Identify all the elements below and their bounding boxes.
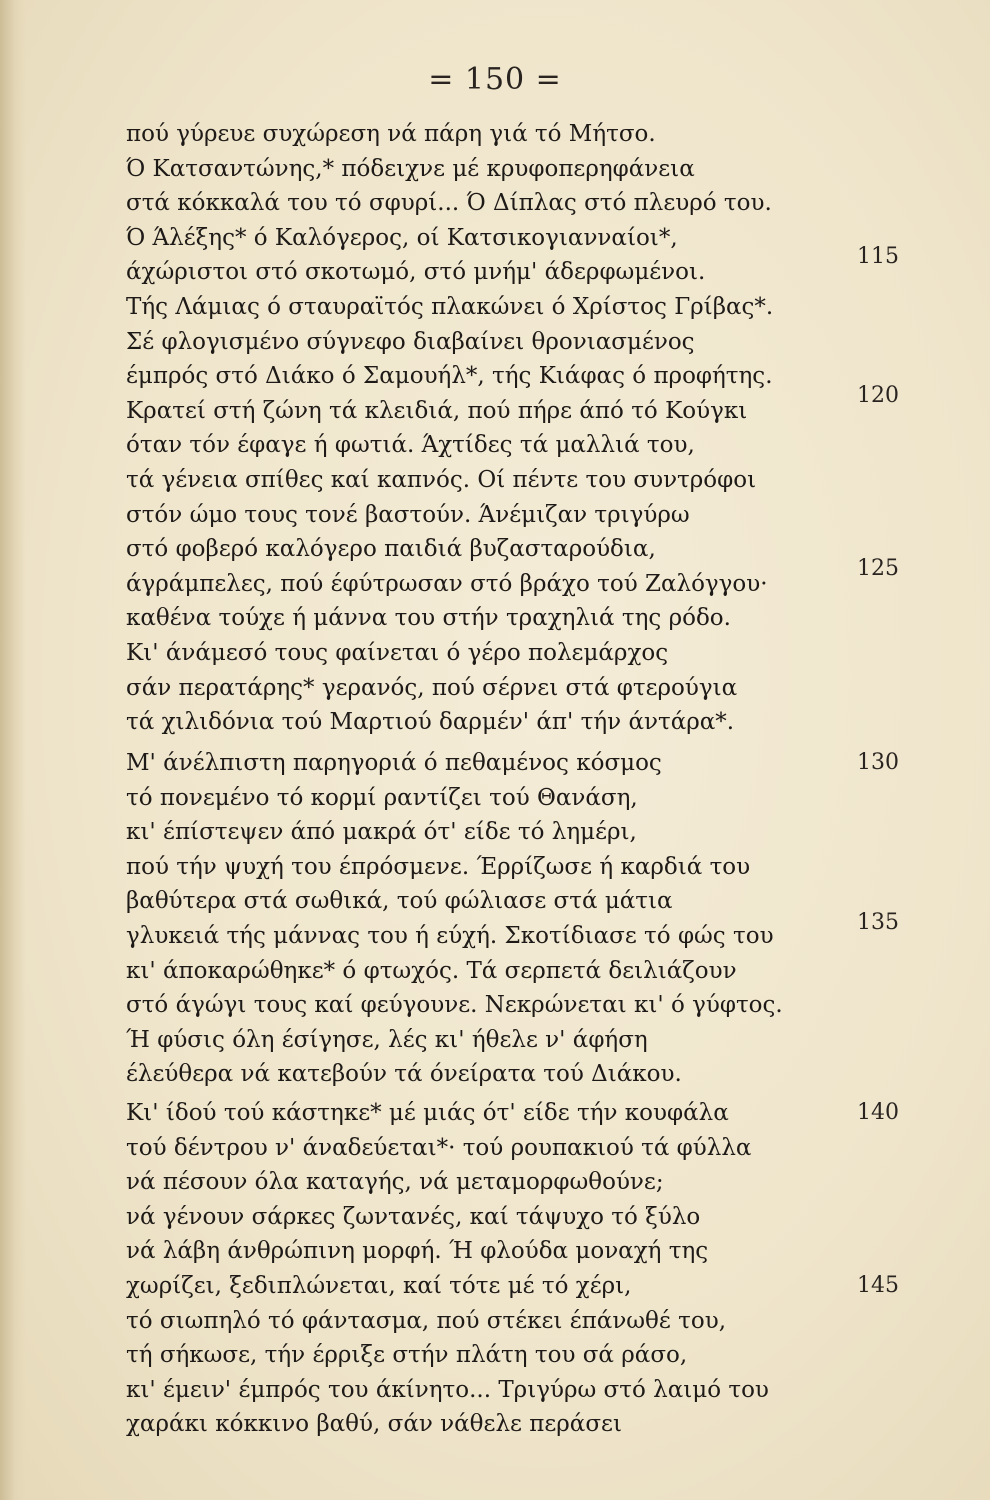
poem-line: Κι' άνάμεσό τους φαίνεται ό γέρο πολεμάρχος (126, 639, 669, 666)
poem-line: τά γένεια σπίθες καί καπνός. Οί πέντε του συντρόφοι (126, 466, 757, 493)
poem-line: κι' άποκαρώθηκε* ό φτωχός. Τά σερπετά δειλιάζουν (126, 957, 737, 984)
line-number: 115 (857, 244, 899, 269)
poem-line: στό φοβερό καλόγερο παιδιά βυζασταρούδια, (126, 536, 656, 563)
poem-line: Ή φύσις όλη έσίγησε, λές κι' ήθελε ν' άφήση (126, 1026, 648, 1053)
poem-line: τά χιλιδόνια τού Μαρτιού δαρμέν' άπ' τήν άντάρα*. (126, 709, 735, 736)
poem-line: όταν τόν έφαγε ή φωτιά. Άχτίδες τά μαλλιά του, (126, 432, 695, 459)
poem-line: πού γύρευε συχώρεση νά πάρη γιά τό Μήτσο. (126, 121, 656, 147)
poem-line: βαθύτερα στά σωθικά, τού φώλιασε στά μάτια (126, 888, 673, 915)
line-number: 135 (857, 910, 899, 935)
line-number: 120 (857, 383, 899, 408)
poem-line: έλεύθερα νά κατεβούν τά όνείρατα τού Διάκου. (126, 1061, 682, 1088)
poem-line: γλυκειά τής μάννας του ή εύχή. Σκοτίδιασε τό φώς του (126, 922, 774, 949)
poem-line: Σέ φλογισμένο σύγνεφο διαβαίνει θρονιασμένος (126, 328, 695, 355)
page-number: = 150 = (428, 62, 562, 97)
poem-line: Ό Κατσαντώνης,* πόδειχνε μέ κρυφοπερηφάνεια (126, 155, 695, 182)
poem-line: νά γένουν σάρκες ζωντανές, καί τάψυχο τό ξύλο (126, 1203, 701, 1230)
poem-line: Τής Λάμιας ό σταυραϊτός πλακώνει ό Χρίστος Γρίβας*. (126, 293, 774, 320)
poem-line: στόν ώμο τους τονέ βαστούν. Άνέμιζαν τριγύρω (126, 501, 690, 528)
poem-line: σάν περατάρης* γερανός, πού σέρνει στά φτερούγια (126, 674, 738, 701)
poem-line: έμπρός στό Διάκο ό Σαμουήλ*, τής Κιάφας ό προφήτης. (126, 363, 773, 390)
poem-line: νά λάβη άνθρώπινη μορφή. Ή φλούδα μοναχή της (126, 1238, 709, 1265)
stanza-1 (126, 117, 846, 740)
poem-line: χωρίζει, ξεδιπλώνεται, καί τότε μέ τό χέρι, (126, 1272, 632, 1299)
poem-line: στά κόκκαλά του τό σφυρί... Ό Δίπλας στό πλευρό του. (126, 190, 772, 217)
poem-line: άγράμπελες, πού έφύτρωσαν στό βράχο τού Ζαλόγγου· (126, 570, 768, 597)
poem-line: τό σιωπηλό τό φάντασμα, πού στέκει έπάνωθέ του, (126, 1307, 726, 1334)
poem-line: πού τήν ψυχή του έπρόσμενε. Έρρίζωσε ή καρδιά του (126, 853, 751, 880)
line-number: 130 (857, 750, 899, 775)
poem-line: Μ' άνέλπιστη παρηγοριά ό πεθαμένος κόσμος (126, 750, 662, 776)
stanza-3 (126, 1096, 846, 1442)
stanza-2 (126, 746, 846, 1092)
poem-line: κι' έπίστεψεν άπό μακρά ότ' είδε τό λημέρι, (126, 819, 637, 846)
line-number: 140 (857, 1100, 899, 1125)
poem-line: Κρατεί στή ζώνη τά κλειδιά, πού πήρε άπό τό Κούγκι (126, 397, 748, 424)
poem-line: στό άγώγι τους καί φεύγουνε. Νεκρώνεται κι' ό γύφτος. (126, 992, 783, 1019)
page-spine-shadow (0, 0, 26, 1500)
poem-line: Κι' ίδού τού κάστηκε* μέ μιάς ότ' είδε τήν κουφάλα (126, 1100, 729, 1126)
poem-line: άχώριστοι στό σκοτωμό, στό μνήμ' άδερφωμένοι. (126, 259, 706, 286)
poem-line: Ό Άλέξης* ό Καλόγερος, οί Κατσικογιανναίοι*, (126, 224, 678, 251)
poem-line: τού δέντρου ν' άναδεύεται*· τού ρουπακιού τά φύλλα (126, 1134, 752, 1161)
poem-line: χαράκι κόκκινο βαθύ, σάν νάθελε περάσει (126, 1411, 622, 1438)
poem-line: τή σήκωσε, τήν έρριξε στήν πλάτη του σά ράσο, (126, 1342, 688, 1369)
poem-line: νά πέσουν όλα καταγής, νά μεταμορφωθούνε; (126, 1169, 664, 1196)
line-number: 145 (857, 1273, 899, 1298)
poem-line: κι' έμειν' έμπρός του άκίνητο... Τριγύρω στό λαιμό του (126, 1376, 769, 1403)
poem-line: τό πονεμένο τό κορμί ραντίζει τού Θανάση, (126, 784, 638, 811)
poem-line: καθένα τούχε ή μάννα του στήν τραχηλιά της ρόδο. (126, 605, 731, 632)
line-number: 125 (857, 556, 899, 581)
